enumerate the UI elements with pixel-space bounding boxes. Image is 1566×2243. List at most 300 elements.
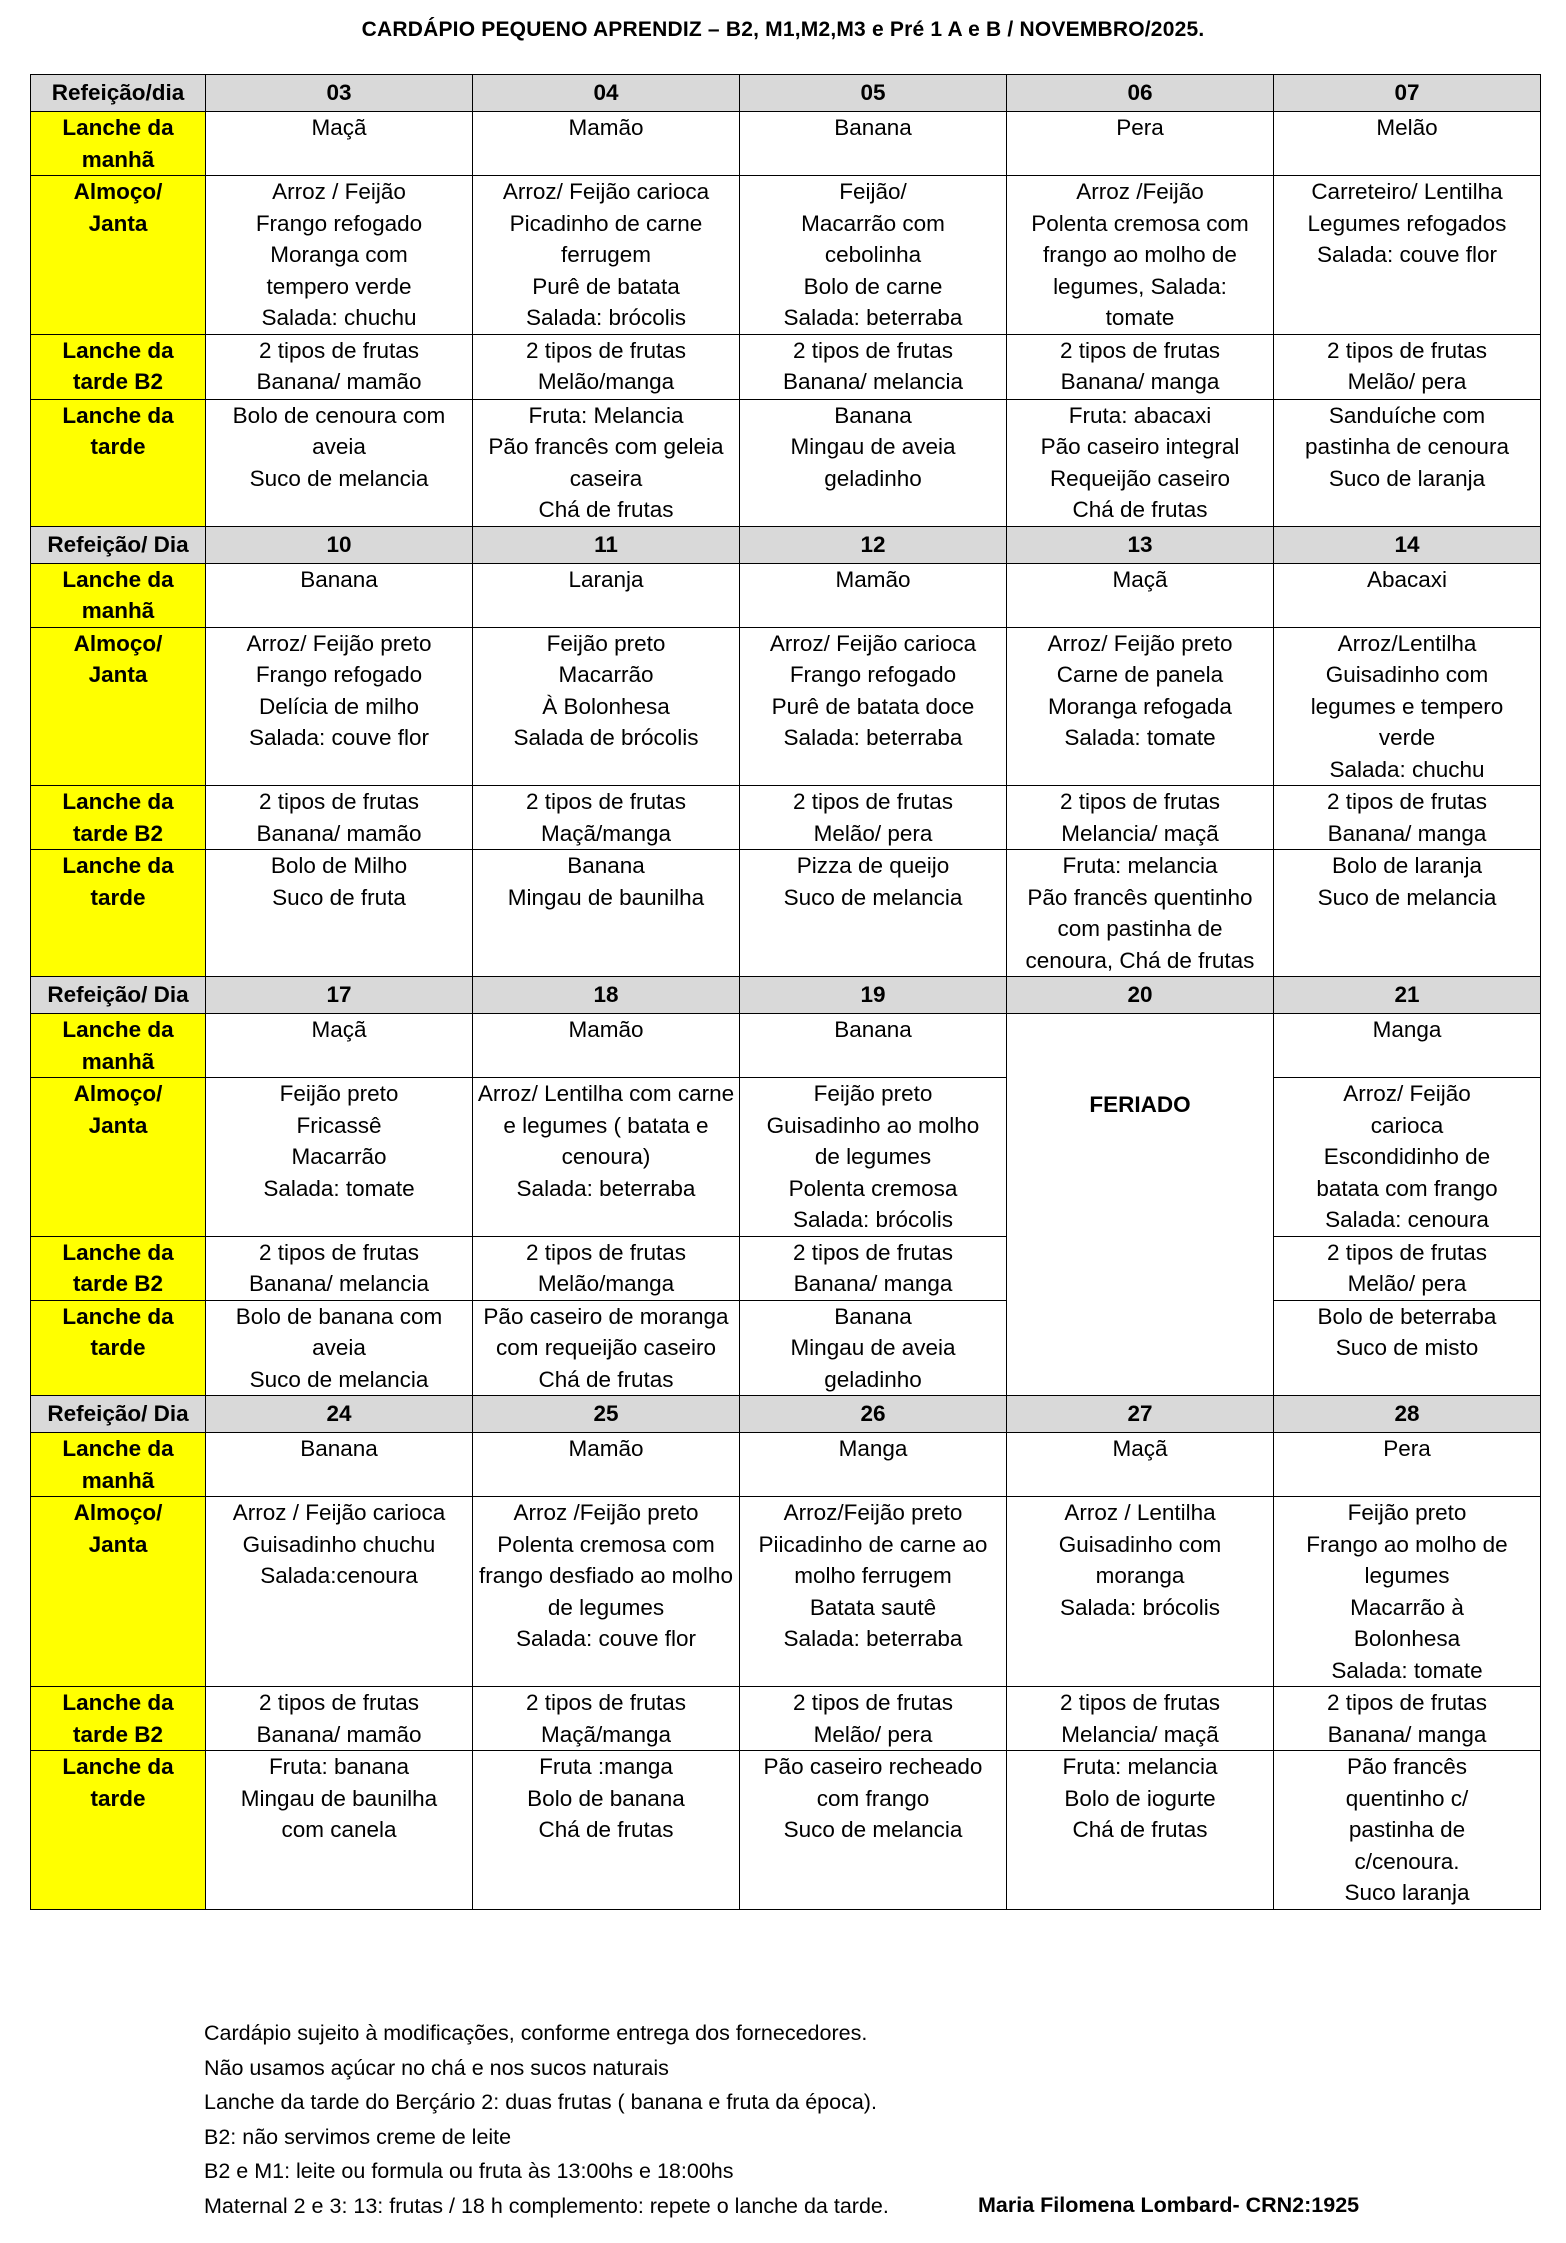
menu-item: Abacaxi: [1366, 566, 1448, 592]
day-header: 13: [1007, 526, 1274, 563]
menu-cell: [473, 1236, 740, 1300]
menu-item: Feijão preto: [546, 630, 666, 656]
menu-cell: [473, 563, 740, 627]
menu-cell: [740, 850, 1007, 977]
meal-label: [31, 1497, 206, 1687]
menu-item: Frango refogado: [789, 662, 957, 687]
menu-item: Salada: beterraba: [783, 305, 963, 330]
menu-item: 2 tipos de frutas: [258, 1690, 420, 1715]
meal-label-line: Lanche da: [62, 566, 174, 592]
menu-item: Melão/ pera: [813, 820, 933, 846]
menu-cell: [1007, 563, 1274, 627]
menu-item: 2 tipos de frutas: [792, 789, 954, 814]
meal-row: [31, 1687, 1541, 1751]
menu-item: Bolonhesa: [1353, 1626, 1461, 1651]
menu-item: Mamão: [568, 1436, 644, 1461]
menu-cell: [740, 334, 1007, 399]
menu-item: Salada: beterraba: [516, 1175, 696, 1201]
meal-label: [31, 850, 206, 977]
menu-item: Pão francês: [1346, 1754, 1468, 1779]
menu-item: Pizza de queijo: [796, 853, 950, 878]
menu-item: 2 tipos de frutas: [1326, 789, 1488, 814]
menu-cell: [473, 1687, 740, 1751]
menu-item: Piicadinho de carne ao: [758, 1531, 988, 1557]
meal-label-line: Janta: [88, 1531, 148, 1557]
menu-cell: [206, 850, 473, 977]
menu-item: Pera: [1116, 115, 1164, 140]
menu-item: moranga: [1095, 1563, 1185, 1588]
menu-item: Polenta cremosa com: [1031, 210, 1249, 236]
menu-cell: [473, 1300, 740, 1396]
menu-item: 2 tipos de frutas: [792, 1239, 954, 1265]
day-header: 26: [740, 1396, 1007, 1433]
menu-item: Frango refogado: [255, 210, 423, 236]
day-header: 06: [1007, 75, 1274, 112]
week-header-row: [31, 75, 1541, 112]
menu-item: À Bolonhesa: [542, 693, 670, 719]
meal-label-line: Janta: [88, 1112, 148, 1138]
menu-item: Legumes refogados: [1307, 210, 1507, 236]
meal-label-line: manhã: [81, 146, 155, 172]
menu-item: Guisadinho com: [1325, 662, 1489, 687]
meal-label-line: Lanche da: [62, 1303, 174, 1329]
day-header: 25: [473, 1396, 740, 1433]
menu-cell: [1274, 1236, 1541, 1300]
menu-item: Arroz/Lentilha: [1337, 630, 1477, 656]
menu-item: Feijão/: [839, 179, 907, 204]
menu-item: Suco de melancia: [783, 1817, 963, 1842]
menu-item: Bolo de cenoura com: [232, 402, 446, 428]
week-header-row: [31, 526, 1541, 563]
menu-item: Banana/ manga: [793, 1271, 953, 1296]
menu-cell: [206, 1751, 473, 1910]
day-header: 05: [740, 75, 1007, 112]
menu-item: tomate: [1105, 305, 1175, 330]
menu-item: Arroz / Feijão: [272, 179, 406, 204]
menu-item: Salada:cenoura: [260, 1563, 418, 1588]
menu-item: com pastinha de: [1057, 916, 1223, 941]
menu-item: verde: [1378, 725, 1436, 750]
meal-label-line: Lanche da: [62, 1754, 174, 1779]
meal-label-line: tarde: [90, 1335, 146, 1360]
menu-item: Arroz /Feijão preto: [513, 1500, 699, 1525]
menu-item: Melão: [1376, 115, 1438, 140]
menu-item: Chá de frutas: [538, 1366, 674, 1392]
meal-label-line: Janta: [88, 662, 148, 687]
menu-cell: [206, 112, 473, 176]
menu-item: Manga: [1372, 1017, 1442, 1042]
menu-cell: [1274, 399, 1541, 526]
menu-cell: [1007, 850, 1274, 977]
menu-item: Banana/ mamão: [256, 369, 422, 394]
note-line: Cardápio sujeito à modificações, conforme entrega dos fornecedores.: [204, 2021, 868, 2045]
menu-item: Pão francês com geleia: [488, 434, 724, 459]
menu-item: Bolo de banana com: [235, 1303, 443, 1329]
meal-label-line: Almoço/: [73, 1081, 163, 1106]
menu-item: 2 tipos de frutas: [1326, 337, 1488, 363]
menu-item: 2 tipos de frutas: [1059, 337, 1221, 363]
menu-cell: [206, 786, 473, 850]
meal-label-line: tarde: [90, 434, 146, 459]
menu-item: Banana: [834, 115, 912, 140]
menu-item: Salada: chuchu: [1329, 756, 1485, 782]
meal-label: [31, 786, 206, 850]
day-header: 18: [473, 977, 740, 1014]
note-line: B2: não servimos creme de leite: [204, 2124, 512, 2149]
menu-item: Suco de fruta: [272, 884, 406, 910]
menu-cell: [1007, 627, 1274, 786]
menu-item: frango desfiado ao molho: [479, 1563, 733, 1588]
menu-item: Salada: couve flor: [515, 1626, 697, 1651]
menu-item: cenoura): [561, 1144, 651, 1169]
menu-item: Salada: beterraba: [783, 1626, 963, 1651]
meal-label: [31, 334, 206, 399]
menu-item: Mingau de aveia: [790, 1335, 956, 1360]
menu-item: Pão caseiro de moranga: [483, 1303, 729, 1329]
menu-item: Banana: [300, 566, 378, 592]
menu-item: Mingau de aveia: [790, 434, 956, 459]
menu-item: tempero verde: [266, 273, 412, 299]
menu-item: 2 tipos de frutas: [258, 337, 420, 363]
day-header: 17: [206, 977, 473, 1014]
meal-label-line: Almoço/: [73, 1500, 163, 1525]
menu-cell: [1274, 1433, 1541, 1497]
menu-item: Polenta cremosa com: [497, 1531, 715, 1557]
menu-cell: [473, 850, 740, 977]
menu-cell: [1274, 1300, 1541, 1396]
menu-cell: [206, 1014, 473, 1078]
meal-row: [31, 1014, 1541, 1078]
menu-item: Salada: cenoura: [1325, 1207, 1489, 1232]
day-header: 14: [1274, 526, 1541, 563]
meal-label: [31, 1433, 206, 1497]
meal-label-line: manhã: [81, 598, 155, 623]
meal-label-line: Lanche da: [62, 789, 174, 814]
menu-item: Suco de melancia: [1317, 884, 1497, 910]
menu-item: Picadinho de carne: [509, 210, 703, 236]
menu-item: Frango ao molho de: [1306, 1531, 1508, 1557]
menu-item: Salada: tomate: [1064, 725, 1216, 750]
menu-item: c/cenoura.: [1354, 1848, 1460, 1874]
menu-item: Maçã: [1112, 566, 1168, 592]
menu-item: Suco de melancia: [249, 1366, 429, 1392]
meal-label-line: Lanche da: [62, 1690, 174, 1715]
menu-cell: [740, 176, 1007, 335]
menu-cell: [1007, 1687, 1274, 1751]
menu-item: Arroz/Feijão preto: [783, 1500, 963, 1525]
nutritionist-signature: Maria Filomena Lombard- CRN2:1925: [978, 2193, 1360, 2217]
menu-item: com frango: [816, 1785, 930, 1811]
menu-cell: [1274, 112, 1541, 176]
menu-item: Fruta: abacaxi: [1068, 402, 1212, 428]
meal-row: [31, 1078, 1541, 1237]
menu-item: Salada: brócolis: [525, 305, 687, 330]
menu-item: Chá de frutas: [538, 1817, 674, 1842]
menu-item: Mamão: [568, 1017, 644, 1042]
menu-item: Moranga com: [270, 242, 408, 267]
menu-cell: [740, 399, 1007, 526]
menu-cell: [1274, 1014, 1541, 1078]
menu-item: Melão/ pera: [1347, 369, 1467, 394]
menu-cell: [740, 563, 1007, 627]
menu-item: Melancia/ maçã: [1061, 1721, 1219, 1747]
menu-cell: [1007, 176, 1274, 335]
menu-cell: [206, 1300, 473, 1396]
day-header: 03: [206, 75, 473, 112]
menu-item: 2 tipos de frutas: [525, 789, 687, 814]
menu-item: Feijão preto: [279, 1081, 399, 1106]
day-header: 20: [1007, 977, 1274, 1014]
meal-row: [31, 334, 1541, 399]
meal-row: [31, 627, 1541, 786]
menu-item: Arroz / Feijão carioca: [232, 1500, 446, 1525]
menu-item: Banana/ manga: [1327, 820, 1487, 846]
menu-item: Sanduíche com: [1328, 402, 1486, 428]
meal-label-line: Lanche da: [62, 1239, 174, 1265]
menu-item: Salada de brócolis: [513, 725, 699, 750]
menu-item: Requeijão caseiro: [1049, 465, 1231, 491]
menu-cell: [1007, 399, 1274, 526]
meal-row: [31, 399, 1541, 526]
menu-cell: [206, 1497, 473, 1687]
menu-item: Melão/manga: [537, 1271, 675, 1296]
meal-label-line: tarde B2: [72, 1721, 164, 1747]
menu-item: Bolo de laranja: [1331, 853, 1483, 878]
menu-item: Banana/ manga: [1327, 1721, 1487, 1747]
menu-item: Maçã/manga: [540, 1721, 672, 1747]
menu-item: Melão/ pera: [1347, 1271, 1467, 1296]
menu-item: Fruta: Melancia: [528, 402, 684, 428]
meal-row: [31, 1497, 1541, 1687]
menu-cell: [206, 563, 473, 627]
menu-item: carioca: [1370, 1112, 1444, 1138]
menu-item: Banana: [834, 402, 912, 428]
menu-item: Banana/ melancia: [782, 369, 964, 394]
menu-item: 2 tipos de frutas: [525, 1239, 687, 1265]
menu-item: Manga: [838, 1436, 908, 1461]
week-header-row: [31, 1396, 1541, 1433]
menu-cell: [740, 1300, 1007, 1396]
menu-item: Fruta: melancia: [1062, 1754, 1218, 1779]
menu-item: Macarrão: [291, 1144, 387, 1169]
meal-label-line: Janta: [88, 210, 148, 236]
menu-item: Banana: [834, 1017, 912, 1042]
notes: [204, 2016, 889, 2223]
meal-day-header: Refeição/dia: [31, 75, 206, 112]
menu-item: Arroz/ Feijão carioca: [769, 630, 977, 656]
menu-item: Moranga refogada: [1048, 693, 1232, 719]
note-line: Não usamos açúcar no chá e nos sucos naturais: [204, 2055, 669, 2080]
menu-item: Banana/ mamão: [256, 1721, 422, 1747]
menu-item: Pera: [1383, 1436, 1431, 1461]
menu-item: Arroz / Lentilha: [1064, 1500, 1216, 1525]
day-header: 10: [206, 526, 473, 563]
menu-item: Macarrão com: [801, 210, 945, 236]
menu-item: Escondidinho de: [1323, 1144, 1491, 1169]
menu-item: Carne de panela: [1056, 662, 1224, 687]
menu-item: Batata sautê: [809, 1594, 937, 1620]
meal-row: [31, 1433, 1541, 1497]
menu-item: Feijão preto: [813, 1081, 933, 1106]
page-title: CARDÁPIO PEQUENO APRENDIZ – B2, M1,M2,M3 e Pré 1 A e B / NOVEMBRO/2025.: [361, 18, 1205, 41]
menu-item: Chá de frutas: [538, 497, 674, 522]
meal-day-header: Refeição/ Dia: [31, 526, 206, 563]
menu-cell: [1007, 1433, 1274, 1497]
menu-item: geladinho: [824, 465, 922, 491]
meal-row: [31, 1300, 1541, 1396]
menu-cell: [1007, 1751, 1274, 1910]
menu-cell: [1274, 563, 1541, 627]
menu-item: cenoura, Chá de frutas: [1025, 947, 1255, 973]
menu-cell: [473, 786, 740, 850]
menu-item: Arroz /Feijão: [1076, 179, 1204, 204]
menu-cell: [1007, 112, 1274, 176]
holiday-cell: FERIADO: [1007, 1014, 1274, 1396]
menu-item: quentinho c/: [1345, 1785, 1469, 1811]
meal-label-line: Lanche da: [62, 337, 174, 363]
menu-item: frango ao molho de: [1043, 242, 1237, 267]
menu-item: batata com frango: [1316, 1175, 1498, 1201]
menu-item: 2 tipos de frutas: [1326, 1690, 1488, 1715]
menu-item: legumes: [1364, 1563, 1450, 1588]
menu-item: Bolo de Milho: [270, 853, 408, 878]
menu-item: Bolo de iogurte: [1064, 1785, 1216, 1811]
menu-cell: [1274, 334, 1541, 399]
day-header: 04: [473, 75, 740, 112]
menu-cell: [740, 1078, 1007, 1237]
menu-cell: [740, 1236, 1007, 1300]
meal-label: [31, 563, 206, 627]
meal-label-line: Almoço/: [73, 630, 163, 656]
meal-label-line: tarde B2: [72, 369, 164, 394]
meal-label-line: tarde: [90, 884, 146, 910]
menu-item: Macarrão à: [1350, 1594, 1464, 1620]
day-header: 19: [740, 977, 1007, 1014]
day-header: 11: [473, 526, 740, 563]
menu-cell: [740, 1014, 1007, 1078]
menu-item: ferrugem: [560, 242, 652, 267]
menu-item: Fruta: melancia: [1062, 853, 1218, 878]
menu-item: aveia: [312, 1335, 366, 1360]
menu-item: 2 tipos de frutas: [792, 1690, 954, 1715]
menu-item: Mingau de baunilha: [507, 884, 705, 910]
menu-item: Banana: [300, 1436, 378, 1461]
menu-item: Maçã: [311, 115, 367, 140]
menu-cell: [1007, 1497, 1274, 1687]
menu-item: Pão francês quentinho: [1027, 884, 1253, 910]
menu-cell: [206, 1078, 473, 1237]
menu-cell: [1007, 334, 1274, 399]
menu-cell: [473, 1078, 740, 1237]
meal-row: [31, 786, 1541, 850]
meal-label: [31, 1014, 206, 1078]
menu-item: e legumes ( batata e: [503, 1112, 709, 1138]
menu-item: Banana/ manga: [1060, 369, 1220, 394]
menu-cell: [1007, 786, 1274, 850]
menu-item: Banana/ melancia: [248, 1271, 430, 1296]
day-header: 07: [1274, 75, 1541, 112]
menu-item: aveia: [312, 434, 366, 459]
menu-item: 2 tipos de frutas: [258, 789, 420, 814]
meal-row: [31, 850, 1541, 977]
menu-item: Salada: couve flor: [248, 725, 430, 750]
menu-item: Frango refogado: [255, 662, 423, 687]
menu-item: com requeijão caseiro: [495, 1335, 717, 1360]
menu-cell: [740, 1687, 1007, 1751]
menu-item: Purê de batata: [532, 273, 680, 299]
menu-cell: [473, 1433, 740, 1497]
meal-label: [31, 1687, 206, 1751]
menu-item: Salada: beterraba: [783, 725, 963, 750]
menu-item: Melancia/ maçã: [1061, 820, 1219, 846]
menu-item: 2 tipos de frutas: [1059, 1690, 1221, 1715]
menu-item: Salada: brócolis: [1059, 1594, 1221, 1620]
menu-cell: [473, 176, 740, 335]
menu-item: Pão caseiro integral: [1040, 434, 1240, 459]
menu-item: Fruta: banana: [268, 1754, 410, 1779]
menu-cell: [1274, 850, 1541, 977]
menu-cell: [206, 334, 473, 399]
menu-cell: [740, 112, 1007, 176]
menu-item: Suco de melancia: [783, 884, 963, 910]
meal-label-line: Lanche da: [62, 115, 174, 140]
menu-cell: [1274, 1687, 1541, 1751]
menu-item: Feijão preto: [1347, 1500, 1467, 1525]
menu-cell: [206, 1433, 473, 1497]
menu-item: caseira: [569, 465, 643, 491]
meal-label-line: Almoço/: [73, 179, 163, 204]
menu-item: Arroz/ Feijão: [1343, 1081, 1471, 1106]
menu-cell: [206, 399, 473, 526]
menu-item: Suco laranja: [1344, 1880, 1470, 1905]
menu-item: Bolo de banana: [527, 1785, 685, 1811]
meal-row: [31, 563, 1541, 627]
menu-cell: [206, 176, 473, 335]
menu-item: Purê de batata doce: [771, 693, 975, 719]
menu-item: 2 tipos de frutas: [258, 1239, 420, 1265]
menu-item: Suco de laranja: [1328, 465, 1486, 491]
meal-label-line: tarde B2: [72, 820, 164, 846]
menu-cell: [1274, 786, 1541, 850]
menu-item: Mamão: [835, 566, 911, 592]
menu-item: pastinha de cenoura: [1305, 434, 1509, 459]
day-header: 24: [206, 1396, 473, 1433]
menu-item: Salada: brócolis: [792, 1207, 954, 1232]
menu-item: Arroz/ Feijão carioca: [502, 179, 710, 204]
menu-cell: [1274, 627, 1541, 786]
meal-label: [31, 1751, 206, 1910]
note-line: Lanche da tarde do Berçário 2: duas frutas ( banana e fruta da época).: [204, 2090, 877, 2114]
menu-cell: [473, 1751, 740, 1910]
menu-item: legumes e tempero: [1310, 693, 1504, 719]
menu-item: molho ferrugem: [794, 1563, 952, 1588]
menu-item: Melão/manga: [537, 369, 675, 394]
menu-item: Chá de frutas: [1072, 497, 1208, 522]
menu-item: 2 tipos de frutas: [525, 337, 687, 363]
meal-label: [31, 112, 206, 176]
menu-item: 2 tipos de frutas: [1059, 789, 1221, 814]
meal-label: [31, 1300, 206, 1396]
menu-item: Arroz/ Feijão preto: [1047, 630, 1233, 656]
menu-item: Salada: tomate: [1331, 1657, 1483, 1683]
meal-day-header: Refeição/ Dia: [31, 1396, 206, 1433]
menu-cell: [206, 1236, 473, 1300]
menu-cell: [206, 627, 473, 786]
menu-item: de legumes: [814, 1144, 932, 1169]
menu-item: Guisadinho ao molho: [766, 1112, 980, 1138]
menu-item: Mamão: [568, 115, 644, 140]
menu-cell: [473, 627, 740, 786]
